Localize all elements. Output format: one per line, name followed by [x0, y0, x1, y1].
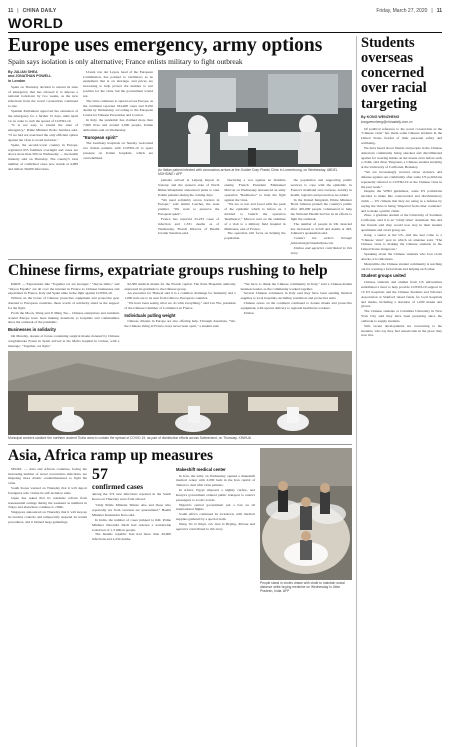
- section-rule: [8, 32, 442, 33]
- lead-photo-image: [158, 70, 352, 167]
- paragraph: Chinese students and alumni from US universities established a fund to help provide COVID-19 support in 10 US hospitals, and the Chinese Students and Scholars Association at Stanford raised funds for local hospitals and masks, including a donation of 1,000 masks and gloves.: [361, 280, 442, 309]
- paragraph: "We are increasingly worried about violence and defense against our community after some US politicians repeatedly referred to COVID-19 as the Chinese virus in the past week.": [361, 170, 442, 189]
- paragraph: "We have to thank the Chinese community in Italy," said a Chinese-Italian business leader, as the community worked together.: [240, 281, 352, 291]
- paragraph: On Monday, dozens of boxes containing surgical masks donated by Chinese conglomerate Fosun in Spain arrived at the Mafra hospital in Lisbon, with a message: "Together, we fight.": [8, 333, 120, 348]
- paragraph: PARIS — Expressions like "Together we are stronger," "Jiayou Italia," and "Jiayou España" are all over the internet in France as Chinese businesses and expatriates in France, Italy and Spain unite in the fight against COVID-19.: [8, 281, 120, 296]
- subhead: Makeshift medical center: [176, 466, 226, 472]
- lead-col-4: [224, 178, 285, 255]
- asia-col-1: [8, 467, 87, 542]
- china-col-1: [8, 282, 119, 349]
- paragraph: Contact the writers through julianshea@chinadailyuk.com: [290, 236, 352, 246]
- china-col-3: [241, 282, 352, 349]
- paragraph: Despite the WHO guidelines, some US politicians decided to make this controversial and discriminatory claim — US citizens that they are using as a defense by saying the virus is being "imported from other countries" and to make a public claim.: [361, 189, 442, 213]
- paragraph: the population and supporting public services to cope with the epidemic, in France's mainland and overseas, notably in health, logistics and protection, he added.: [290, 178, 352, 197]
- paragraph: France has reported 25,233 cases of infection and 1,331 deaths as of Wednesday, French Director of Health Jerome Salomon said.: [158, 216, 220, 236]
- paragraph: "We need solidarity across borders in Europe," said Armin Laschet, the state premier. "We want to preserve the European spirit".: [158, 197, 220, 217]
- paragraph: Ursula von der Leyen, head of the European Commission, has pointed to ventilators as an equipment that is on shortage, and prices are increasing to help protect the number to test positive for the virus, but the government would not.: [83, 69, 153, 98]
- sidebar-column: [356, 36, 442, 747]
- asia-story: [8, 448, 352, 594]
- paragraph: An executive for Huawei said it is a common challenge for humanity and a 1,000 tests are to be sent from China to European countries.: [124, 291, 236, 301]
- paragraph: The Islamic republic Iran had more than 29,000 infections and 2,234 deaths.: [92, 532, 171, 542]
- paragraph: SEOUL — Asia and African countries, facing the increasing number of novel coronavirus infections, are imposing more drastic countermeasures to fight the virus.: [8, 466, 87, 486]
- sidebar-email: kongwenzheng@chinadaily.com.cn: [361, 120, 413, 125]
- paragraph: Zhao, a graduate student at the University of Southern California, said it is an "oddly tame" statement. She and her friends said they would now stay in their student apartments and avoid going out.: [361, 213, 442, 232]
- paragraph: Chinese citizens in Europe are also offering help. Through donations, "We, the Chinese living in France, have never been apart," a student said.: [124, 319, 236, 329]
- sidebar-byline: By KONG WENZHENG: [361, 114, 400, 119]
- lead-byline: [8, 70, 78, 84]
- stat-number: 57: [92, 465, 108, 483]
- paragraph: Japan has asked that its residents refrain from nonessential outings during the weekend as numbers in Tokyo and elsewhere continue to climb.: [8, 495, 87, 510]
- stat-text: among the 374 new infections reported in the South Korea on Thursday were from abroad.: [92, 491, 171, 501]
- sidebar-headline: Students overseas concerned over racial targeting: [361, 35, 427, 112]
- page-number-right: 11: [436, 8, 442, 14]
- paragraph: Spanish Parliament approved the extension of the emergency for a further 15 days, until April 12, in order to curb the spread of COVID-19.: [8, 108, 78, 123]
- masthead-divider-right: |: [431, 8, 433, 14]
- lower-photo: [8, 351, 352, 435]
- lower-photo-caption: Municipal workers sanitize the northern ancient Ticino area to contain the spread of COVID-19, as part of disinfection efforts across Switzerland, on Thursday. XINHUA: [8, 436, 251, 441]
- paragraph: Spain, the second-worst country in Europe, registered 655 fatalities overnight and cases are above more than 500 on Wednesday — the health ministry said on Thursday. The country's total number of confirmed cases now stands at 4,089 and almost 56,000 infections.: [8, 142, 78, 171]
- lead-col-1: [8, 70, 78, 256]
- byline-line: By JULIAN SHEA: [8, 69, 38, 74]
- paragraph: Written on the boxes of Chinese protective equipment and protective gear donated to European countries, these words of solidarity stand as the support for the fight.: [8, 296, 120, 310]
- paragraph: Jiang, a senior at the US, said she had come to a "Chinese virus" post in which an attendee said, "The Chinese virus is making the Chinese students in the United States dangerous.": [361, 232, 442, 252]
- section-title: WORLD: [8, 15, 64, 31]
- paragraph: In the United Kingdom, Prime Minister Boris Johnson praised the country's public after 405,000 people volunteered to help the National Health Service in its efforts to fight the outbreak.: [290, 197, 352, 221]
- paragraph: Wang Jin in Tokyo, Liu Jian in Beijing, Xinhua and agencies contributed to this story.: [176, 521, 255, 531]
- lead-story: [8, 36, 352, 256]
- paragraph: Singapore announced on Thursday that it will step up its borders controls and temporarily suspend its transit procedures, and it banned large gatherings.: [8, 510, 87, 524]
- paragraph: "We are at war and faced with the peak of the epidemic which is before us. I decided to launch the operation 'Resilience'," Macron said on the sidelines of a visit to a military field hospital in Mulhouse, east of France.: [224, 202, 286, 231]
- masthead-divider: |: [17, 8, 19, 14]
- lower-photo-image: [8, 351, 352, 435]
- brand-name: CHINA DAILY: [22, 8, 57, 14]
- asia-photo: [260, 448, 352, 580]
- paragraph: From the Moon, Wang and Ji Ming Tao... Chinese enterprises and residents around Europe have been making donations to hospitals and communities since the outbreak of the pandemic.: [8, 310, 120, 325]
- paragraph: We have heard about friends and people in the Chinese American community being attacked and discriminated against for wearing masks on the streets even before such a claim, said Zhao Yingxuan, a Chinese student studying at the University of California, Berkeley.: [361, 145, 442, 170]
- main-column: [8, 36, 352, 747]
- paragraph: In Iran, the army on Wednesday opened a makeshift medical center with 2,000 beds in the Iran capital of Tehran to deal with virus patients.: [176, 473, 255, 488]
- paragraph: Chinese stores on the continent continued to donate masks and protective equipment, with special delivery to regional healthcare workers.: [240, 301, 352, 310]
- paragraph: patients arrived at Leipzig airport in Saxony, and the western state of North Rhine-Westphalia announced plans to take Italian patients during the coming days.: [158, 178, 220, 197]
- china-headline: Chinese firms, expatriate groups rushing to help: [8, 261, 328, 279]
- asia-headline: Asia, Africa ramp up measures: [8, 446, 214, 464]
- asia-col-3: [176, 467, 255, 542]
- paragraph: South Africa continued its lockdown, with medical supplies gathered by a special team.: [176, 512, 255, 522]
- paragraph: Several Chinese volunteers in Italy said they have been sending medical supplies to local hospitals, including ventilators and protective suits.: [240, 291, 352, 301]
- paragraph: Of political reference to the novel coronavirus as the "Chinese virus" has made some Chinese students in the United States fearful of their personal safety and wellbeing.: [361, 126, 442, 146]
- paragraph: Xinhua: [243, 310, 254, 315]
- paragraph: Speaking about the Chinese students who face racist attacks, it is ridiculous.: [361, 252, 442, 261]
- paragraph: In Italy, the pandemic has claimed more than 7,000 lives and around 2,000 people, Italian authorities said on Wednesday.: [83, 118, 153, 132]
- lead-photo: [158, 70, 352, 167]
- paragraph: The Chinese students at Columbia University in New York City said they have been preparing since the outbreak to supply students.: [361, 309, 442, 323]
- paragraph: 92,300 medical masks for the French capital. The Paris Hospitals authority expressed its gratitude to the Chinese group.: [124, 281, 236, 291]
- subhead: "European spirit": [83, 134, 118, 140]
- paragraph: South Korea warned on Thursday that it will deport foreigners who violate its self-isolation rules.: [8, 486, 87, 495]
- paragraph: "Only Prime Minister Shinzo Abe and those who reportedly are from overseas are quarantined," Health Minister Katsunobu Kato said.: [92, 503, 171, 518]
- lead-col-5: [291, 178, 352, 255]
- paragraph: In Africa, Egypt imposed a nightly curfew, and Kenya's government ordered public transport to restrict passengers to avoid crowds.: [176, 488, 255, 502]
- stat-label: confirmed cases: [92, 481, 144, 491]
- asia-col-2: [92, 467, 171, 542]
- china-story: [8, 263, 352, 349]
- subhead: Individuals pulling weight: [124, 312, 176, 318]
- paragraph: Still, recent developments are concerning to the students, who say they feel unwelcome in the place they now live.: [361, 323, 442, 338]
- lead-col-2: [83, 70, 153, 256]
- paragraph: Nigeria's central government put a ban on all international flights.: [176, 502, 255, 512]
- paragraph: Declaring a war against an invisible enemy, French President Emmanuel Macron on Wednesday announced an army operation "Resilience" to help the fight against the virus.: [224, 178, 286, 202]
- subhead: Student groups united: [361, 273, 406, 279]
- asia-photo-image: [260, 448, 352, 580]
- paragraph: The operation will focus on helping the population.: [224, 231, 286, 241]
- byline-line: in London: [8, 79, 26, 84]
- masthead-bar: [8, 6, 442, 16]
- story-divider: [8, 444, 352, 445]
- asia-photo-caption: People stand in circles drawn with chalk to maintain social distance while buying medicine on Wednesday in Uttar Pradesh, India. AFP: [260, 580, 345, 594]
- lead-col-3: [158, 178, 219, 255]
- paragraph: The number of people in UK detected has increased to 9,529 and deaths at 463, Johnson's spokesman said.: [290, 221, 352, 236]
- issue-date: Friday, March 27, 2020: [376, 8, 428, 14]
- asia-photo-block: [260, 448, 352, 594]
- paragraph: Xinhua and agencies contributed to this story.: [290, 245, 352, 255]
- lead-deck: Spain says isolation is only alternative; France enlists military to fight outbreak: [8, 57, 243, 67]
- paragraph: In India, the number of cases jumped to 649. Prime Minister Narendra Modi had ordered a nationwide lockdown of 1.3 billion people.: [92, 517, 171, 532]
- paragraph: Spain on Thursday decided to extend its state of emergency that has allowed it to impose a national lockdown by two weeks, as the new infections from the novel coronavirus continued to rise.: [8, 84, 78, 109]
- page-number: 11: [8, 8, 14, 14]
- paragraph: "We have been seeing what we do with everything," said Liu Yin, president of the Chinese Chamber of Commerce in France.: [124, 301, 236, 310]
- byline-line: and JONATHAN POWELL: [8, 74, 52, 79]
- china-col-2: [124, 282, 235, 349]
- paragraph: "It is not easy to extend the state of emergency," Prime Minister Pedro Sanchez said. "If we had not exercised the only efficient option against the virus to avoid isolation.": [8, 123, 78, 142]
- story-divider: [8, 259, 352, 260]
- paragraph: The virus continues to spread across Europe, as the continent reported 184,408 cases and 8,250 deaths by Wednesday, according to the European Centre for Disease Prevention and Control.: [83, 98, 153, 118]
- paragraph: Meanwhile, the Chinese student community is reaching out for wearing a facial mask and helping each other.: [361, 261, 442, 271]
- subhead: Businesses in solidarity: [8, 327, 56, 333]
- lead-headline: Europe uses emergency, army options: [8, 35, 323, 56]
- paragraph: The Germany hospitals on Sunday welcomed two Italian patients with COVID-19 to spare pressure on Italian hospitals, which are overwhelmed.: [83, 141, 153, 160]
- lead-photo-caption: An Italian patient infected with coronavirus arrives at the Golden Dorp Plastic Clinic in Luxembourg, on Wednesday. ABDEL MOHSINE / AFP: [158, 167, 338, 177]
